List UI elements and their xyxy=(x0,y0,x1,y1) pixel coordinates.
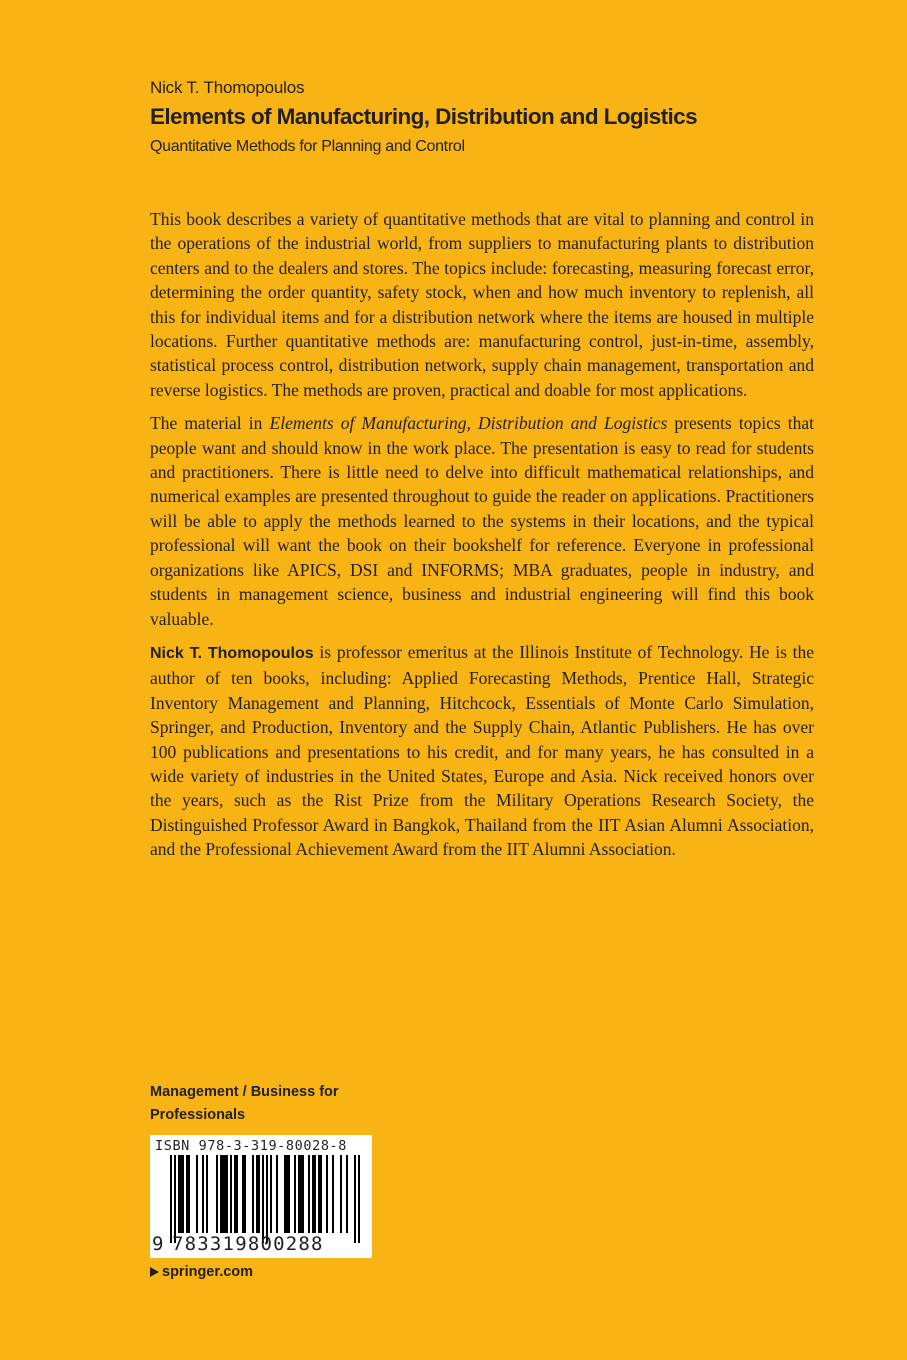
barcode-bar xyxy=(224,1155,226,1233)
barcode-bar xyxy=(234,1155,236,1233)
cover-header xyxy=(150,76,830,159)
barcode-bar xyxy=(220,1155,222,1233)
barcode-bar xyxy=(302,1155,304,1233)
barcode-bar xyxy=(178,1155,180,1233)
barcode-bar xyxy=(270,1155,272,1233)
barcode-bar xyxy=(266,1155,268,1243)
barcode-bar xyxy=(354,1155,356,1243)
book-description xyxy=(150,207,814,871)
category-line-2: Professionals xyxy=(150,1107,246,1123)
ean-digits: 783319800288 xyxy=(172,1233,324,1255)
barcode-bar xyxy=(196,1155,198,1233)
book-subtitle: Quantitative Methods for Planning and Control xyxy=(150,138,465,155)
bio-author-name: Nick T. Thomopoulos xyxy=(150,644,314,662)
website-link[interactable]: springer.com xyxy=(162,1264,254,1280)
barcode-bar xyxy=(258,1155,260,1233)
isbn-label: ISBN 978-3-319-80028-8 xyxy=(155,1138,348,1154)
barcode-bar xyxy=(252,1155,254,1233)
barcode-bar xyxy=(308,1155,310,1233)
barcode-bar xyxy=(262,1155,264,1243)
barcode-bar xyxy=(226,1155,228,1233)
barcode-bar xyxy=(312,1155,314,1233)
barcode-bar xyxy=(222,1155,224,1233)
description-paragraph-2 xyxy=(150,411,814,631)
category-line-1: Management / Business for xyxy=(150,1084,339,1100)
author-bio xyxy=(150,640,814,862)
barcode-bar xyxy=(170,1155,172,1243)
barcode-bar xyxy=(358,1155,360,1243)
barcode-bar xyxy=(340,1155,342,1233)
barcode-bar xyxy=(286,1155,288,1233)
barcode-bar xyxy=(326,1155,328,1233)
barcode-bar xyxy=(180,1155,182,1233)
barcode-bar xyxy=(256,1155,258,1233)
barcode-bar xyxy=(206,1155,208,1233)
bio-text: is professor emeritus at the Illinois Institute of Technology. He is the author of ten books, including: Applied Forecasting Methods, Prentice Hall, Strategic Inventory Management and Planning, Hitchcock, Essentials of Monte Carlo Simulation, Springer, and Production, Inventory and the Supply Chain, Atlantic Publishers. He has over 100 publications and presentations to his credit, and for many years, he has consulted in a wide variety of industries in the United States, Europe and Asia. Nick received honors over the years, such as the Rist Prize from the Military Operations Research Society, the Distinguished Professor Award in Bangkok, Thailand from the IIT Asian Alumni Association, and the Professional Achievement Award from the IIT Alumni Association. xyxy=(150,641,815,860)
barcode-bar xyxy=(188,1155,190,1233)
barcode-bar xyxy=(202,1155,204,1233)
barcode-bar xyxy=(236,1155,238,1233)
description-paragraph-1: This book describes a variety of quantitative methods that are vital to planning and control in the operations of the industrial world, from suppliers to manufacturing plants to distribution centers and to the dealers and stores. The topics include: forecasting, measuring forecast error, determining the order quantity, safety stock, when and how much inventory to replenish, all this for individual items and for a distribution network where the items are housed in multiple locations. Further quantitative methods are: manufacturing control, just-in-time, assembly, statistical process control, distribution network, supply chain management, transportation and reverse logistics. The methods are proven, practical and doable for most applications. xyxy=(150,209,814,400)
barcode-bar xyxy=(174,1155,176,1243)
barcode-bar xyxy=(244,1155,246,1233)
barcode-bar xyxy=(276,1155,278,1233)
ean-first-digit: 9 xyxy=(152,1233,164,1255)
barcode-bar xyxy=(288,1155,290,1233)
barcode-bar xyxy=(298,1155,300,1233)
barcode-bar xyxy=(242,1155,244,1233)
barcode-bar xyxy=(182,1155,184,1233)
barcode-bar xyxy=(284,1155,286,1233)
subject-category xyxy=(150,1081,390,1127)
barcode-bar xyxy=(294,1155,296,1233)
p2-book-title: Elements of Manufacturing, Distribution and Logistics xyxy=(269,413,668,434)
isbn-barcode xyxy=(150,1135,372,1258)
p2-rest: presents topics that people want and should know in the work place. The presentation is easy to read for students and practitioners. There is little need to delve into difficult mathematical relationships, and numerical examples are presented throughout to guide the reader on applications. Practitioners will be able to apply the methods learned to the systems in their locations, and the typical professional will want the book on their bookshelf for reference. Everyone in professional organizations like APICS, DSI and INFORMS; MBA graduates, people in industry, and students in management science, business and industrial engineering will find this book valuable. xyxy=(150,413,815,629)
barcode-bar xyxy=(230,1155,232,1233)
barcode-bar xyxy=(186,1155,188,1233)
triangle-arrow-icon xyxy=(148,1266,160,1278)
book-title: Elements of Manufacturing, Distribution and Logistics xyxy=(150,104,697,129)
barcode-bar xyxy=(318,1155,320,1233)
barcode-bar xyxy=(216,1155,218,1233)
barcode-bar xyxy=(332,1155,334,1233)
barcode-bar xyxy=(300,1155,302,1233)
publisher-website[interactable] xyxy=(148,1262,253,1282)
p2-lead: The material in xyxy=(150,413,270,434)
barcode-bar xyxy=(346,1155,348,1233)
author-name: Nick T. Thomopoulos xyxy=(150,78,305,97)
barcode-bar xyxy=(314,1155,316,1233)
barcode-bar xyxy=(320,1155,322,1233)
